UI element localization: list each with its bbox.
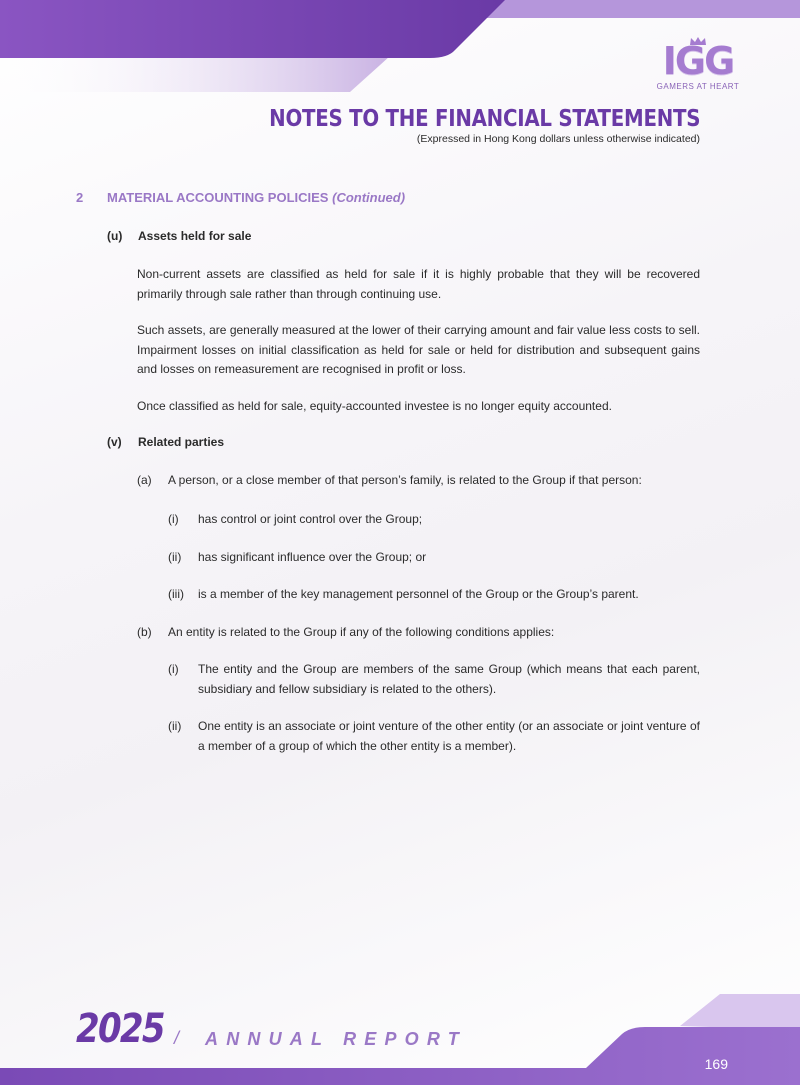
paragraph-u-1: Non-current assets are classified as held for sale if it is highly probable that they will be recovered primarily through sale rather than through continuing use. xyxy=(137,267,700,301)
list-item-a-i-text: has control or joint control over the Group; xyxy=(198,512,423,526)
page-title: NOTES TO THE FINANCIAL STATEMENTS xyxy=(268,106,700,132)
page-subtitle: (Expressed in Hong Kong dollars unless otherwise indicated) xyxy=(416,133,700,145)
section-continued: (Continued) xyxy=(332,190,406,205)
list-item-b-text: An entity is related to the Group if any of the following conditions applies: xyxy=(168,625,555,639)
section-title-wrap xyxy=(107,190,405,205)
list-item-b-ii-text: One entity is an associate or joint venture of the other entity (or an associate or joint venture of a member of a group of which the other entity is a member). xyxy=(198,719,700,753)
footer-band-light xyxy=(680,994,800,1030)
subsection-v-mark: (v) xyxy=(107,435,122,449)
footer-slash: / xyxy=(174,1028,180,1048)
list-item-a-i-mark: (i) xyxy=(168,512,179,526)
subsection-v-title: Related parties xyxy=(138,435,225,449)
logo-wordmark: IGG xyxy=(662,39,734,83)
logo-tagline: GAMERS AT HEART xyxy=(656,82,740,91)
company-logo xyxy=(648,36,748,91)
subsection-u-title: Assets held for sale xyxy=(138,229,252,243)
list-item-b-i-text: The entity and the Group are members of the same Group (which means that each parent, subsidiary and fellow subsidiary is related to the others). xyxy=(198,662,700,696)
list-item-b-i-mark: (i) xyxy=(168,662,179,676)
list-item-b-mark: (b) xyxy=(137,625,152,639)
section-number: 2 xyxy=(76,190,84,205)
list-item-a-ii-text: has significant influence over the Group; or xyxy=(198,550,427,564)
header-band-main xyxy=(0,0,505,58)
list-item-b-ii-mark: (ii) xyxy=(168,719,182,733)
footer-report-label: ANNUAL REPORT xyxy=(205,1029,467,1049)
list-item-a-iii-text: is a member of the key management personnel of the Group or the Group’s parent. xyxy=(198,587,639,601)
paragraph-u-2: Such assets, are generally measured at the lower of their carrying amount and fair value less costs to sell. Impairment losses on initial classification as held for sale or held for distribution and subsequent gains and losses on remeasurement are recognised in profit or loss. xyxy=(137,323,700,376)
section-title: MATERIAL ACCOUNTING POLICIES xyxy=(107,190,329,205)
list-item-a-mark: (a) xyxy=(137,473,152,487)
paragraph-u-3: Once classified as held for sale, equity-accounted investee is no longer equity accounted. xyxy=(137,399,612,413)
list-item-a-text: A person, or a close member of that person’s family, is related to the Group if that person: xyxy=(168,473,642,487)
header-band-fade xyxy=(0,56,390,92)
footer-year: 2025 xyxy=(76,1006,164,1052)
subsection-u-mark: (u) xyxy=(107,229,123,243)
page-number: 169 xyxy=(704,1056,728,1072)
header-band-light xyxy=(465,0,800,18)
list-item-a-ii-mark: (ii) xyxy=(168,550,182,564)
list-item-a-iii-mark: (iii) xyxy=(168,587,184,601)
